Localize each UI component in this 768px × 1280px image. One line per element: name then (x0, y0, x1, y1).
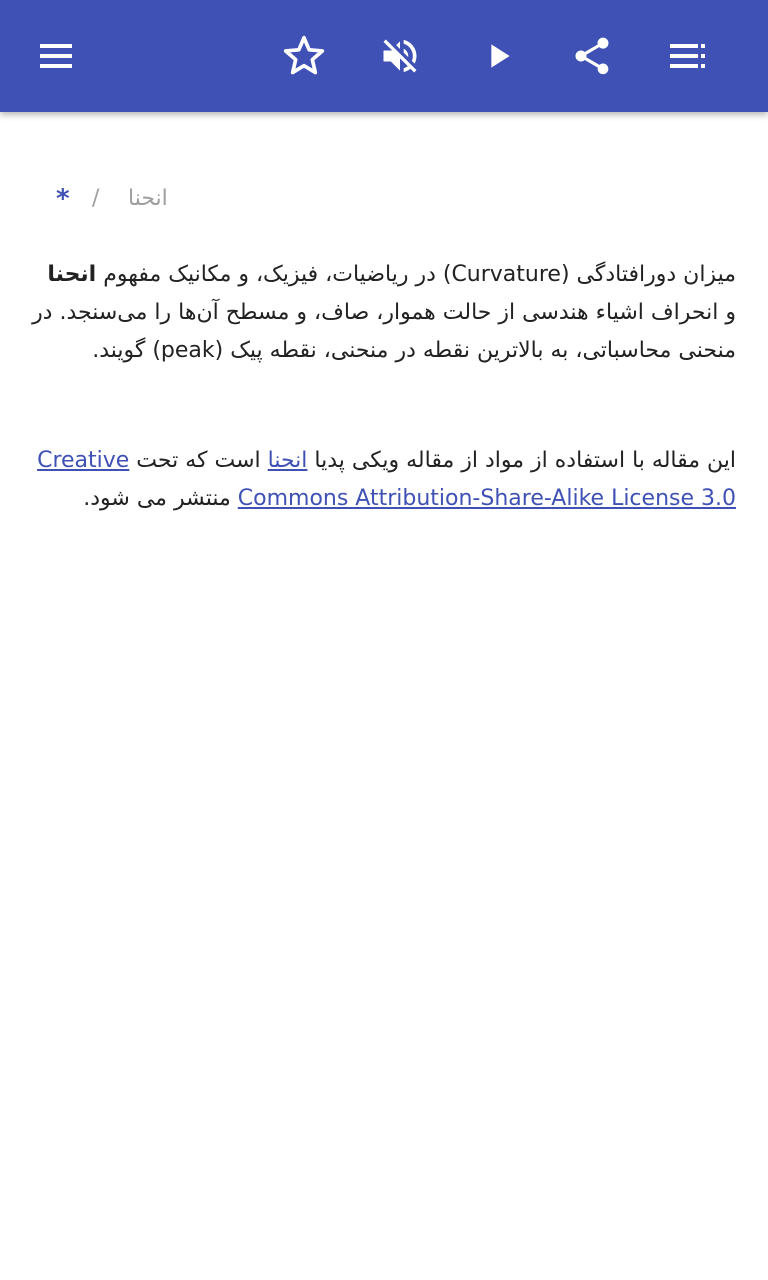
app-bar (0, 0, 768, 112)
bold-term: انحنا (47, 262, 97, 287)
attribution-text: این مقاله با استفاده از مواد از مقاله ویکی پدیا (307, 448, 736, 473)
breadcrumb (56, 182, 256, 218)
attribution-text: است که تحت (129, 448, 268, 473)
menu-icon (36, 36, 76, 76)
paragraph-text: ) در ریاضیات، فیزیک، و مکانیک مفهوم (96, 262, 452, 287)
share-icon (570, 34, 614, 78)
license-link[interactable]: Creative Commons Attribution-Share-Alike License 3.0 (37, 448, 736, 511)
term-peak: peak (160, 338, 215, 363)
term-curvature: Curvature (451, 262, 561, 287)
table-of-contents-button[interactable] (660, 28, 716, 84)
breadcrumb-separator: / (92, 186, 100, 211)
volume-off-icon (378, 34, 422, 78)
mute-button[interactable] (372, 28, 428, 84)
wikipedia-article-link[interactable]: انحنا (267, 448, 308, 473)
attribution-text: منتشر می شود. (83, 486, 238, 511)
star-outline-icon (282, 34, 326, 78)
attribution-paragraph (32, 442, 736, 518)
article-paragraph (32, 256, 736, 370)
toc-list-icon (668, 36, 708, 76)
play-button[interactable] (470, 28, 526, 84)
breadcrumb-home-link[interactable]: * (56, 184, 70, 214)
paragraph-text: میزان دورافتادگی ( (560, 262, 736, 287)
play-icon (478, 36, 518, 76)
paragraph-text: ) گویند. (92, 338, 161, 363)
bookmark-button[interactable] (276, 28, 332, 84)
paragraph-text: و انحراف اشیاء هندسی از حالت هموار، صاف، و مسطح آن‌ها را می‌سنجد. در منحنی محاسباتی، به بالاترین نقطه در منحنی، نقطه پیک ( (32, 300, 736, 363)
menu-button[interactable] (28, 28, 84, 84)
breadcrumb-current: انحنا (128, 186, 168, 211)
share-button[interactable] (564, 28, 620, 84)
